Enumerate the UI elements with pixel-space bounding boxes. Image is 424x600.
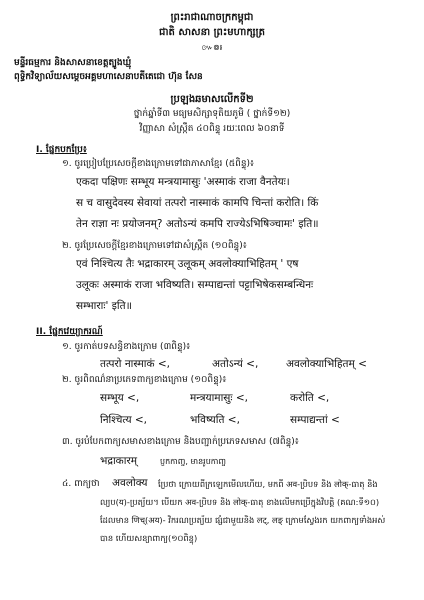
compound-word: भद्राकारम् — [100, 455, 138, 467]
word-item: सम्पाद्यन्तां < — [290, 414, 340, 426]
question-2-4-lead: ៤. ពាក្យថា — [62, 479, 100, 489]
section-2-heading: II. ផ្នែកវេយ្យាករណ៍ — [36, 327, 103, 337]
school-name: ពុទ្ធិកវិទ្យាល័យសម្តេចអគ្គមហាសេនាបតីតេជោ ហ៊ុន សែន — [14, 72, 203, 82]
question-2-3-label: ៣. ចូរបំបែកពាក្យសមាសខាងក្រោម និងបញ្ជាក់ប្រភេទសមាស (៧ពិន្ទុ)៖ — [62, 437, 299, 447]
sanskrit-passage-line: एकदा पक्षिणः सम्भूय मन्त्रयामासुः 'अस्माकं राजा वैनतेयः। — [76, 176, 290, 188]
sanskrit-passage-line: तेन राज्ञा नः प्रयोजनम्? अतोऽन्यं कमपि राज्येऽभिषिञ्चामः' इति॥ — [76, 218, 319, 230]
sandhi-item: अवलोक्याभिहितम् < — [286, 358, 367, 370]
question-2-4-text: ល្យប(य)-ប្រត្យ័យ។ បើយក अव-ប្រិបទ និង लोक्-ធាតុ ខាងលើមកប្រើក្នុងវិបត្តិ (គណ:ទី១០) — [100, 497, 380, 507]
kingdom-title: ព្រះរាជាណាចក្រកម្ពុជា — [170, 12, 254, 23]
sanskrit-passage-line: उलूकः अस्माकं राजा भविष्यति। सम्पाद्यन्तां पट्टाभिषेकसम्बन्धिनः — [76, 279, 314, 291]
question-2-4-text: ប្រែថា ក្រោយពីក្រឡេកមើលហើយ, មកពី अव-ប្រិបទ និង लोक्-ធាតុ និង — [158, 479, 378, 489]
compound-word-note: ប្ញកកាញ្ច, មានរូបកាញ្ច — [160, 457, 227, 466]
question-2-4-word: अवलोक्य — [112, 477, 148, 489]
question-2-2-label: ២. ចូរពិពណ៌នាប្រភេទពាក្យខាងក្រោម (១០ពិន្ទុ)៖ — [62, 375, 227, 385]
word-item: करोति <, — [290, 392, 330, 404]
word-item: सम्भूय <, — [100, 392, 140, 404]
sanskrit-passage-line: एवं निश्चित्य तैः भद्राकारम् उलूकम् अवलोक्याभिहितम् ' एष — [76, 258, 299, 270]
sanskrit-passage-line: स च वासुदेवस्य सेवायां तत्परो नास्माकं कामपि चिन्तां करोति। किं — [76, 197, 319, 209]
sanskrit-passage-line: सम्भाराः' इति॥ — [76, 300, 132, 312]
section-1-heading: I. ផ្នែកបកប្រែ៖ — [36, 145, 87, 155]
word-item: निश्चित्य <, — [100, 414, 148, 426]
sandhi-item: तत्परो नास्माकं <, — [100, 358, 170, 370]
exam-level: ថ្នាក់ឆ្នាំទី៣ មធ្យមសិក្សាទុតិយភូមិ ( ថ្នាក់ទី១២) — [133, 109, 291, 119]
exam-title: ប្រឡងឆមាសលើកទី២ — [170, 94, 254, 105]
question-2-4-text: បាន ហើយសន្យាពាក្យ(១០ពិន្ទុ) — [100, 533, 198, 543]
question-2-4-text: ដែលមាន णिच्(अय)- វិករណប្រត្យ័យ ផ្សំជាមួយនិង लट्, लङ् ក្រោមស្វែងរក យកពាក្យទាំងអស់ — [100, 515, 386, 525]
word-item: मन्त्रयामासुः <, — [190, 392, 248, 404]
ministry-name: មន្ទីរធម្មការ និងសាសនាខេត្តត្បូងឃ្មុំ — [14, 58, 132, 68]
ornament: ៚៙៛ — [201, 43, 223, 52]
national-motto: ជាតិ សាសនា ព្រះមហាក្សត្រ — [159, 27, 265, 38]
exam-subject: វិញ្ញាសា សំស្ក្រឹត ៤០ពិន្ទុ រយៈពេល ៦០នាទី — [139, 124, 285, 134]
word-item: भविष्यति <, — [190, 414, 240, 426]
question-1-2-label: ២. ចូរប្រែសេចក្តីខ្មែរខាងក្រោមទៅជាសំស្ក្រឹត (១០ពិន្ទុ)៖ — [62, 241, 247, 251]
question-2-1-label: ១. ចូរកាត់បទសន្ធិខាងក្រោម (៣ពិន្ទុ)៖ — [62, 342, 191, 352]
sandhi-item: अतोऽन्यं <, — [212, 358, 259, 370]
question-1-1-label: ១. ចូរប្រៀបប្រែសេចក្តីខាងក្រោមទៅជាភាសាខ្មែរ (៥ពិន្ទុ)៖ — [62, 159, 255, 169]
